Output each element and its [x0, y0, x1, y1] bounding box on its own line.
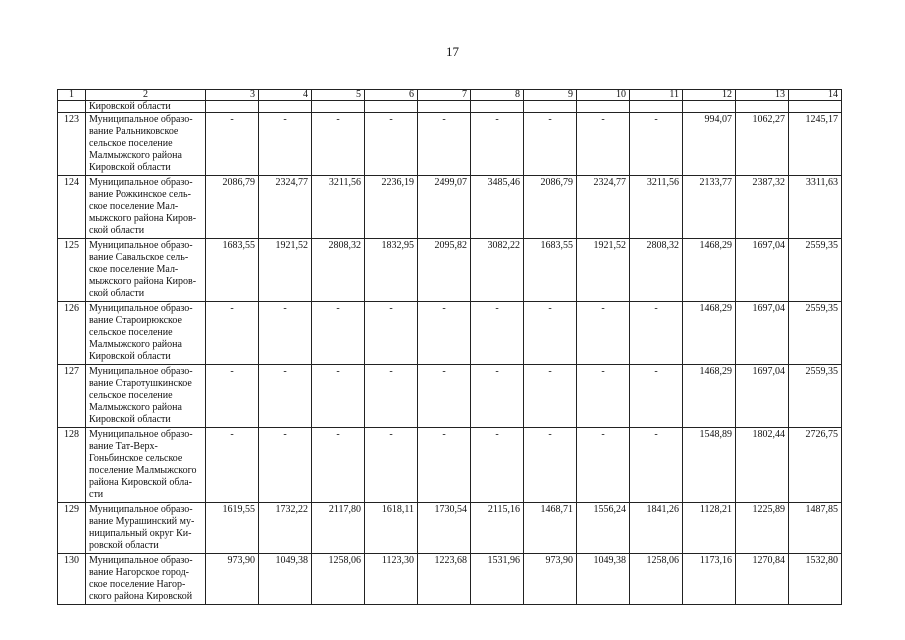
value-cell: - — [206, 365, 259, 428]
value-cell: 973,90 — [206, 554, 259, 605]
column-number-cell: 8 — [471, 90, 524, 101]
value-cell: 1049,38 — [259, 554, 312, 605]
municipality-name-cell: Муниципальное образо-вание Мурашинский му-ниципальный округ Ки-ровской области — [86, 503, 206, 554]
column-number-cell: 2 — [86, 90, 206, 101]
value-cell: 1832,95 — [365, 239, 418, 302]
value-cell: - — [471, 302, 524, 365]
value-cell: - — [630, 113, 683, 176]
value-cell: 2086,79 — [206, 176, 259, 239]
value-cell: - — [365, 113, 418, 176]
column-number-row — [58, 90, 842, 101]
value-cell: 1556,24 — [577, 503, 630, 554]
value-cell: 2726,75 — [789, 428, 842, 503]
value-cell: 994,07 — [683, 113, 736, 176]
value-cell: 2117,80 — [312, 503, 365, 554]
value-cell: 1532,80 — [789, 554, 842, 605]
column-number-cell: 5 — [312, 90, 365, 101]
row-number-cell: 125 — [58, 239, 86, 302]
row-number-cell: 128 — [58, 428, 86, 503]
empty-cell — [789, 101, 842, 113]
value-cell: - — [206, 428, 259, 503]
value-cell: - — [418, 428, 471, 503]
value-cell: 1245,17 — [789, 113, 842, 176]
value-cell: - — [365, 365, 418, 428]
table-row — [58, 239, 842, 302]
value-cell: 1062,27 — [736, 113, 789, 176]
value-cell: 1697,04 — [736, 365, 789, 428]
row-number-cell: 130 — [58, 554, 86, 605]
column-number-cell: 13 — [736, 90, 789, 101]
table-row — [58, 302, 842, 365]
continuation-row — [58, 101, 842, 113]
value-cell: 1270,84 — [736, 554, 789, 605]
value-cell: 2324,77 — [259, 176, 312, 239]
value-cell: - — [471, 113, 524, 176]
municipality-name-cell: Муниципальное образо-вание Рожкинское сель-ское поселение Мал-мыжского района Киров-ской области — [86, 176, 206, 239]
value-cell: 2133,77 — [683, 176, 736, 239]
value-cell: 1049,38 — [577, 554, 630, 605]
value-cell: - — [259, 302, 312, 365]
value-cell: 2559,35 — [789, 365, 842, 428]
value-cell: 1173,16 — [683, 554, 736, 605]
row-number-cell: 126 — [58, 302, 86, 365]
value-cell: - — [206, 302, 259, 365]
value-cell: 1730,54 — [418, 503, 471, 554]
value-cell: 2324,77 — [577, 176, 630, 239]
table-row — [58, 113, 842, 176]
table-row — [58, 554, 842, 605]
empty-cell — [524, 101, 577, 113]
value-cell: 1802,44 — [736, 428, 789, 503]
value-cell: 1468,29 — [683, 239, 736, 302]
value-cell: 1258,06 — [312, 554, 365, 605]
empty-cell — [418, 101, 471, 113]
value-cell: 1697,04 — [736, 239, 789, 302]
value-cell: 1225,89 — [736, 503, 789, 554]
value-cell: - — [259, 365, 312, 428]
continuation-name-cell: Кировской области — [86, 101, 206, 113]
value-cell: - — [630, 302, 683, 365]
table-row — [58, 176, 842, 239]
row-number-cell: 129 — [58, 503, 86, 554]
value-cell: - — [630, 365, 683, 428]
value-cell: - — [365, 302, 418, 365]
value-cell: 1732,22 — [259, 503, 312, 554]
row-number-cell: 123 — [58, 113, 86, 176]
column-number-cell: 14 — [789, 90, 842, 101]
municipality-name-cell: Муниципальное образо-вание Нагорское город-ское поселение Нагор-ского района Кировской — [86, 554, 206, 605]
value-cell: - — [312, 365, 365, 428]
municipality-name-cell: Муниципальное образо-вание Савальское сель-ское поселение Мал-мыжского района Киров-ской области — [86, 239, 206, 302]
value-cell: 1683,55 — [524, 239, 577, 302]
value-cell: 1258,06 — [630, 554, 683, 605]
value-cell: - — [418, 113, 471, 176]
value-cell: - — [259, 113, 312, 176]
value-cell: 2499,07 — [418, 176, 471, 239]
value-cell: - — [524, 428, 577, 503]
value-cell: - — [577, 302, 630, 365]
value-cell: - — [206, 113, 259, 176]
value-cell: - — [577, 365, 630, 428]
municipality-name-cell: Муниципальное образо-вание Ральниковское сельское поселение Малмыжского района Кировской области — [86, 113, 206, 176]
table-row — [58, 428, 842, 503]
column-number-cell: 1 — [58, 90, 86, 101]
value-cell: 1619,55 — [206, 503, 259, 554]
value-cell: 2559,35 — [789, 302, 842, 365]
page-number: 17 — [446, 44, 459, 59]
value-cell: 1683,55 — [206, 239, 259, 302]
value-cell: - — [577, 428, 630, 503]
column-number-cell: 12 — [683, 90, 736, 101]
value-cell: - — [312, 302, 365, 365]
value-cell: - — [312, 428, 365, 503]
value-cell: 1468,29 — [683, 302, 736, 365]
value-cell: - — [524, 113, 577, 176]
column-number-cell: 11 — [630, 90, 683, 101]
municipality-name-cell: Муниципальное образо-вание Тат-Верх-Гоньбинское сельское поселение Малмыжского района Кировской обла-сти — [86, 428, 206, 503]
value-cell: - — [418, 302, 471, 365]
value-cell: 3211,56 — [312, 176, 365, 239]
value-cell: - — [471, 428, 524, 503]
value-cell: 1487,85 — [789, 503, 842, 554]
value-cell: 2808,32 — [312, 239, 365, 302]
value-cell: - — [418, 365, 471, 428]
value-cell: 1123,30 — [365, 554, 418, 605]
value-cell: 2387,32 — [736, 176, 789, 239]
value-cell: - — [577, 113, 630, 176]
value-cell: - — [524, 302, 577, 365]
value-cell: 2808,32 — [630, 239, 683, 302]
value-cell: 1697,04 — [736, 302, 789, 365]
column-number-cell: 10 — [577, 90, 630, 101]
value-cell: 2559,35 — [789, 239, 842, 302]
value-cell: - — [524, 365, 577, 428]
value-cell: 1921,52 — [259, 239, 312, 302]
value-cell: 973,90 — [524, 554, 577, 605]
value-cell: 1128,21 — [683, 503, 736, 554]
column-number-cell: 6 — [365, 90, 418, 101]
value-cell: - — [312, 113, 365, 176]
value-cell: 1468,29 — [683, 365, 736, 428]
column-number-cell: 4 — [259, 90, 312, 101]
value-cell: 1468,71 — [524, 503, 577, 554]
value-cell: 2095,82 — [418, 239, 471, 302]
municipality-name-cell: Муниципальное образо-вание Старотушкинское сельское поселение Малмыжского района Кировской области — [86, 365, 206, 428]
value-cell: 1531,96 — [471, 554, 524, 605]
table-row — [58, 503, 842, 554]
empty-cell — [206, 101, 259, 113]
value-cell: 2115,16 — [471, 503, 524, 554]
value-cell: 2086,79 — [524, 176, 577, 239]
empty-cell — [58, 101, 86, 113]
value-cell: 1618,11 — [365, 503, 418, 554]
value-cell: 3082,22 — [471, 239, 524, 302]
value-cell: 1548,89 — [683, 428, 736, 503]
empty-cell — [365, 101, 418, 113]
table-row — [58, 365, 842, 428]
empty-cell — [577, 101, 630, 113]
value-cell: - — [259, 428, 312, 503]
empty-cell — [259, 101, 312, 113]
row-number-cell: 127 — [58, 365, 86, 428]
value-cell: - — [365, 428, 418, 503]
value-cell: 3211,56 — [630, 176, 683, 239]
empty-cell — [630, 101, 683, 113]
column-number-cell: 9 — [524, 90, 577, 101]
value-cell: 1223,68 — [418, 554, 471, 605]
value-cell: - — [630, 428, 683, 503]
value-cell: 1841,26 — [630, 503, 683, 554]
value-cell: 3485,46 — [471, 176, 524, 239]
municipality-name-cell: Муниципальное образо-вание Староирюкское сельское поселение Малмыжского района Кировской области — [86, 302, 206, 365]
column-number-cell: 3 — [206, 90, 259, 101]
empty-cell — [471, 101, 524, 113]
column-number-cell: 7 — [418, 90, 471, 101]
empty-cell — [683, 101, 736, 113]
empty-cell — [312, 101, 365, 113]
value-cell: 3311,63 — [789, 176, 842, 239]
value-cell: 1921,52 — [577, 239, 630, 302]
value-cell: 2236,19 — [365, 176, 418, 239]
tariff-table — [57, 89, 842, 605]
empty-cell — [736, 101, 789, 113]
row-number-cell: 124 — [58, 176, 86, 239]
value-cell: - — [471, 365, 524, 428]
